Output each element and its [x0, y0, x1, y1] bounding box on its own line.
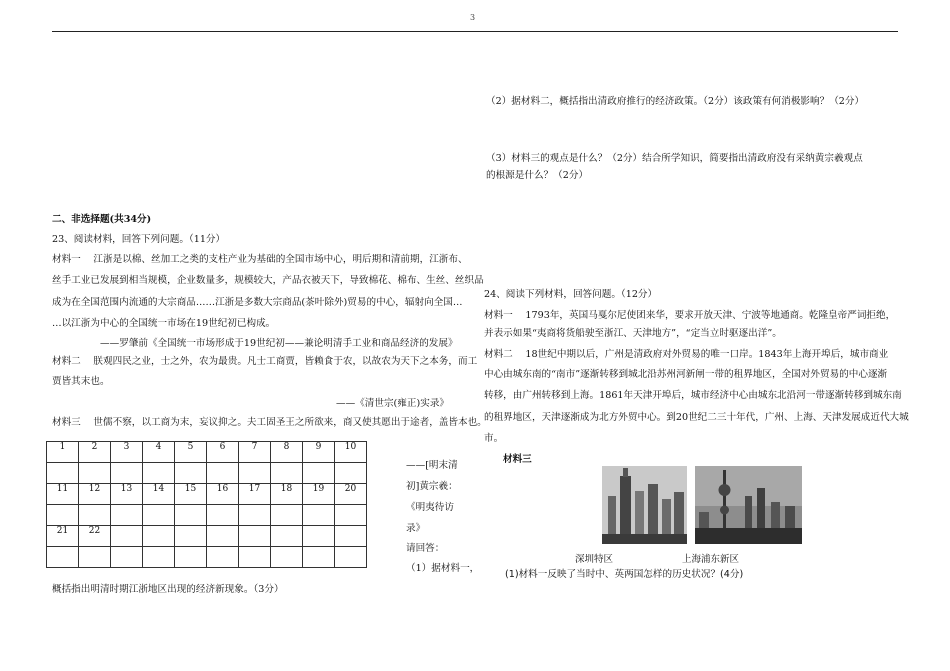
grid-cell: 2 — [79, 442, 111, 463]
grid-cell: 13 — [111, 484, 143, 505]
grid-cell: 3 — [111, 442, 143, 463]
material-3-line: 材料三 世儒不察，以工商为末，妄议抑之。夫工固圣王之所欲来，商又使其愿出于途者，盖皆本也。 — [52, 417, 487, 428]
grid-cell: 1 — [47, 442, 79, 463]
material-1-source: ——罗肇前《全国统一市场形成于19世纪初——兼论明清手工业和商品经济的发展》 — [100, 338, 458, 349]
grid-cell: 9 — [303, 442, 335, 463]
answer-cell[interactable] — [303, 505, 335, 526]
answer-cell[interactable] — [79, 505, 111, 526]
grid-cell: 6 — [207, 442, 239, 463]
grid-row-answers — [47, 547, 367, 568]
grid-cell: 7 — [239, 442, 271, 463]
grid-row-answers — [47, 505, 367, 526]
q24-material-1-line: 材料一 1793年，英国马戛尔尼使团来华，要求开放天津、宁波等地通商。乾隆皇帝严词拒绝， — [484, 310, 896, 321]
answer-cell[interactable] — [335, 463, 367, 484]
grid-cell: 4 — [143, 442, 175, 463]
grid-cell — [271, 526, 303, 547]
answer-cell[interactable] — [47, 463, 79, 484]
answer-cell[interactable] — [143, 463, 175, 484]
material-2-line: 贾皆其末也。 — [52, 376, 110, 387]
grid-cell — [111, 547, 143, 568]
answer-cell[interactable] — [239, 505, 271, 526]
grid-row-answers — [47, 463, 367, 484]
grid-cell — [207, 547, 239, 568]
grid-cell: 11 — [47, 484, 79, 505]
section-heading: 二、非选择题(共34分) — [52, 214, 152, 225]
grid-cell — [143, 547, 175, 568]
material-1-line: 成为在全国范围内流通的大宗商品……江浙是多数大宗商品(茶叶除外)贸易的中心，辐射向全国… — [52, 297, 463, 308]
grid-cell: 15 — [175, 484, 207, 505]
q24-material-2-line: 中心由城东南的“南市”逐渐转移到城北沿苏州河新闸一带的租界地区，全国对外贸易的中心逐渐 — [484, 369, 888, 380]
answer-cell[interactable] — [47, 505, 79, 526]
question-23-1: 概括指出明清时期江浙地区出现的经济新现象。（3分） — [52, 584, 284, 595]
material-2-source: ——《清世宗(雍正)实录》 — [336, 398, 450, 409]
question-23-heading: 23、阅读材料，回答下列问题。（11分） — [52, 234, 226, 245]
answer-cell[interactable] — [175, 463, 207, 484]
grid-cell: 21 — [47, 526, 79, 547]
material-1-line: 丝手工业已发展到相当规模，企业数量多，规模较大，产品衣被天下，导致棉花、棉布、生丝、丝织品 — [52, 275, 484, 286]
grid-cell: 17 — [239, 484, 271, 505]
grid-cell — [175, 547, 207, 568]
grid-cell: 10 — [335, 442, 367, 463]
grid-cell: 22 — [79, 526, 111, 547]
answer-cell[interactable] — [335, 505, 367, 526]
answer-cell[interactable] — [143, 505, 175, 526]
q24-material-1-line: 并表示如果“夷商将货船驶至浙江、天津地方”，“定当立时驱逐出洋”。 — [484, 328, 782, 339]
grid-cell: 12 — [79, 484, 111, 505]
answer-grid — [46, 441, 367, 568]
answer-cell[interactable] — [47, 547, 79, 568]
grid-cell — [335, 526, 367, 547]
grid-cell: 14 — [143, 484, 175, 505]
q24-material-2-line: 市。 — [484, 433, 504, 444]
answer-cell[interactable] — [303, 463, 335, 484]
answer-cell[interactable] — [239, 463, 271, 484]
grid-cell — [303, 547, 335, 568]
grid-cell — [207, 526, 239, 547]
question-23-3-line2: 的根源是什么？（2分） — [486, 170, 589, 181]
q24-material-2-line: 材料二 18世纪中期以后，广州是清政府对外贸易的唯一口岸。1843年上海开埠后，城市商业 — [484, 349, 889, 360]
page-number: 3 — [470, 13, 476, 22]
caption-shenzhen: 深圳特区 — [575, 554, 614, 565]
answer-cell[interactable] — [79, 463, 111, 484]
pudong-photo — [695, 466, 802, 544]
grid-cell — [175, 526, 207, 547]
grid-row-numbers — [47, 484, 367, 505]
answer-cell[interactable] — [79, 547, 111, 568]
q24-material-3-label: 材料三 — [503, 454, 532, 465]
answer-cell[interactable] — [175, 505, 207, 526]
grid-row-numbers — [47, 442, 367, 463]
q24-material-2-line: 的租界地区，天津逐渐成为北方外贸中心。到20世纪二三十年代，广州、上海、天津发展成近代大城 — [484, 412, 909, 423]
shenzhen-photo — [602, 466, 687, 544]
grid-cell — [303, 526, 335, 547]
side-text: 请回答： — [406, 543, 445, 554]
question-23-3-line1: （3）材料三的观点是什么？（2分）结合所学知识，简要指出清政府没有采纳黄宗羲观点 — [486, 153, 863, 164]
grid-cell: 8 — [271, 442, 303, 463]
grid-row-numbers — [47, 526, 367, 547]
grid-cell: 18 — [271, 484, 303, 505]
grid-cell: 16 — [207, 484, 239, 505]
side-text: 录》 — [406, 523, 426, 534]
answer-cell[interactable] — [111, 505, 143, 526]
answer-cell[interactable] — [111, 463, 143, 484]
side-text: （1）据材料一， — [406, 563, 480, 574]
side-text: 初]黄宗羲： — [406, 481, 458, 492]
grid-cell — [335, 547, 367, 568]
grid-cell: 5 — [175, 442, 207, 463]
grid-cell — [111, 526, 143, 547]
grid-cell: 20 — [335, 484, 367, 505]
material-1-line: 材料一 江浙是以棉、丝加工之类的支柱产业为基础的全国市场中心，明后期和清前期，江浙布、 — [52, 254, 468, 265]
question-24-heading: 24、阅读下列材料，回答问题。（12分） — [484, 289, 658, 300]
header-rule — [52, 31, 898, 32]
answer-cell[interactable] — [207, 463, 239, 484]
grid-cell — [271, 547, 303, 568]
answer-cell[interactable] — [271, 505, 303, 526]
caption-pudong: 上海浦东新区 — [682, 554, 740, 565]
question-23-2: （2）据材料二，概括指出清政府推行的经济政策。（2分）该政策有何消极影响？（2分） — [486, 96, 865, 107]
answer-cell[interactable] — [207, 505, 239, 526]
grid-cell — [239, 526, 271, 547]
answer-cell[interactable] — [271, 463, 303, 484]
material-1-line: …以江浙为中心的全国统一市场在19世纪初已构成。 — [52, 318, 276, 329]
grid-cell — [239, 547, 271, 568]
side-text: ——[明末清 — [406, 460, 458, 471]
question-24-1: (1)材料一反映了当时中、英两国怎样的历史状况？(4分) — [505, 569, 744, 580]
material-2-line: 材料二 朕观四民之业，士之外，农为最贵。凡士工商贾，皆赖食于农，以故农为天下之本务，而工 — [52, 356, 478, 367]
grid-cell — [143, 526, 175, 547]
grid-cell: 19 — [303, 484, 335, 505]
q24-material-2-line: 转移，由广州转移到上海。1861年天津开埠后，城市经济中心由城东北沿河一带逐渐转移到城东南 — [484, 390, 902, 401]
side-text: 《明夷待访 — [406, 502, 454, 513]
